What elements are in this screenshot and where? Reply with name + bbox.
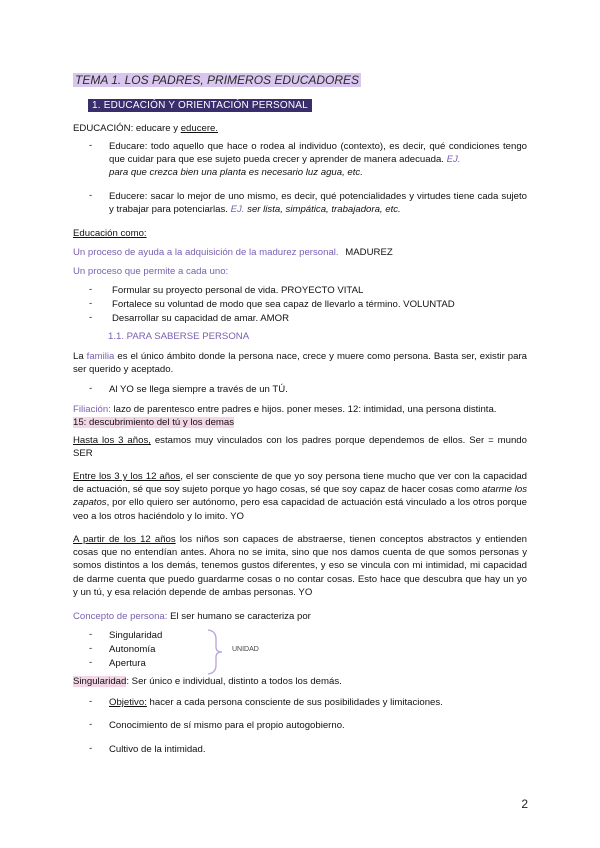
ej-marker: EJ. (446, 154, 461, 166)
bullet-dash: - (89, 284, 93, 295)
hasta3-text: estamos muy vinculados con los padres porque dependemos de ellos. Ser = mundo SER (73, 435, 527, 460)
educere-example: ser lista, simpática, trabajadora, etc. (247, 204, 401, 216)
list-item: Fortalece su voluntad de modo que sea capaz de llevarlo a término. VOLUNTAD (112, 299, 455, 310)
bullet-dash: - (89, 312, 93, 323)
page-number: 2 (521, 797, 528, 811)
bullet-dash: - (89, 383, 93, 394)
apartir12-label: A partir de los 12 años (73, 534, 176, 545)
unidad-annotation: UNIDAD (232, 646, 259, 653)
curly-brace-icon (206, 629, 224, 675)
entre3y12-label: Entre los 3 y los 12 años (73, 471, 181, 482)
educere-paragraph (109, 190, 527, 216)
filiacion-highlight: 15: descubrimiento del tú y los demas (73, 417, 235, 429)
proceso-permite: Un proceso que permite a cada uno: (73, 266, 229, 277)
educere-text: Educere: sacar lo mejor de uno mismo, es decir, qué potencialidades y virtudes tiene cada sujeto y trabajar para potenciarlas. (109, 191, 527, 216)
singularidad-paragraph (73, 675, 342, 688)
ej-marker: EJ. (230, 204, 245, 216)
list-item: Singularidad (109, 630, 163, 641)
concepto-label: Concepto de persona: (73, 611, 168, 622)
apartir12-paragraph (73, 533, 527, 599)
apartir12-text: los niños son capaces de abstraerse, tienen conceptos abstractos y entienden cosas que no entendían antes. Ahora no se imita, sino que nos damos cuenta de que somos personas y somos distintos a los demás, tenemos gustos diferentes, y eso se vincula con mi intimidad, mi capacidad de darme cuenta que puedo guardarme cosas o no contar cosas. Esto hace que descubra que hay un yo y un tú, y esa relación depende de ambas personas. YO (73, 534, 527, 598)
singularidad-label: Singularidad (73, 676, 127, 687)
educacion-label: EDUCACIÓN: educare y (73, 123, 181, 134)
entre3y12-text2: , por ello quiero ser autónomo, pero esa capacidad de actuación está vinculado a los otros porque veo a los otros haciéndolo y lo imito. YO (73, 497, 527, 522)
familia-text: es el único ámbito donde la persona nace, crece y muere como persona. Basta ser, existir para ser querido y aceptado. (73, 351, 528, 376)
list-item: Autonomía (109, 644, 156, 655)
filiacion-text: lazo de parentesco entre padres e hijos. poner meses. 12: intimidad, una persona distinta. (110, 404, 497, 415)
familia-pre: La (73, 351, 87, 362)
section-heading: 1. EDUCACIÓN Y ORIENTACIÓN PERSONAL (88, 99, 312, 112)
list-item: Apertura (109, 658, 146, 669)
hasta3-label: Hasta los 3 años, (73, 435, 151, 446)
educacion-definition (73, 122, 218, 135)
list-item (109, 696, 443, 709)
list-item: Cultivo de la intimidad. (109, 744, 206, 755)
bullet-dash: - (89, 298, 93, 309)
bullet-dash: - (89, 719, 93, 730)
list-item: Desarrollar su capacidad de amar. AMOR (112, 313, 290, 324)
educere-word: educere. (180, 123, 219, 134)
familia-word: familia (86, 351, 115, 362)
hasta3-paragraph (73, 434, 527, 460)
bullet-dash: - (89, 140, 93, 151)
educare-example: para que crezca bien una planta es necesario luz agua, etc. (109, 167, 363, 179)
filiacion-label: Filiación: (73, 404, 111, 415)
objetivo-text: hacer a cada persona consciente de sus posibilidades y limitaciones. (146, 697, 443, 708)
bullet-dash: - (89, 696, 93, 707)
bullet-dash: - (89, 629, 93, 640)
bullet-dash: - (89, 643, 93, 654)
entre3y12-example: atarme los zapatos (73, 484, 527, 509)
list-item: Conocimiento de sí mismo para el propio autogobierno. (109, 720, 345, 731)
bullet-dash: - (89, 743, 93, 754)
list-item: Formular su proyecto personal de vida. PROYECTO VITAL (112, 285, 364, 296)
educare-paragraph (109, 140, 527, 180)
familia-paragraph (73, 350, 527, 376)
proceso-ayuda-text: Un proceso de ayuda a la adquisición de la madurez personal. (73, 247, 339, 258)
educacion-como-heading: Educación como: (73, 228, 147, 239)
concepto-persona (73, 610, 311, 623)
page-title: TEMA 1. LOS PADRES, PRIMEROS EDUCADORES (75, 73, 360, 87)
educare-text: Educare: todo aquello que hace o rodea al individuo (contexto), es decir, qué condiciones tengo que cuidar para que ese sujeto pueda crecer y aprender de manera adecuada. (109, 141, 527, 166)
concepto-text: El ser humano se caracteriza por (167, 611, 311, 622)
entre3y12-text: , el ser consciente de que yo soy persona tiene mucho que ver con la capacidad de actuación, sé que soy sujeto porque yo hago cosas, sé que soy capaz de hacer cosas como (73, 471, 527, 496)
entre3y12-paragraph (73, 470, 527, 523)
yo-bullet: Al YO se llega siempre a través de un TÚ. (109, 384, 288, 395)
objetivo-label: Objetivo: (109, 697, 147, 708)
proceso-ayuda (73, 246, 393, 259)
bullet-dash: - (89, 190, 93, 201)
subsection-heading: 1.1. PARA SABERSE PERSONA (108, 331, 250, 342)
bullet-dash: - (89, 657, 93, 668)
filiacion-paragraph (73, 403, 527, 429)
singularidad-text: : Ser único e individual, distinto a todos los demás. (126, 676, 342, 687)
madurez-tag: MADUREZ (345, 247, 393, 258)
